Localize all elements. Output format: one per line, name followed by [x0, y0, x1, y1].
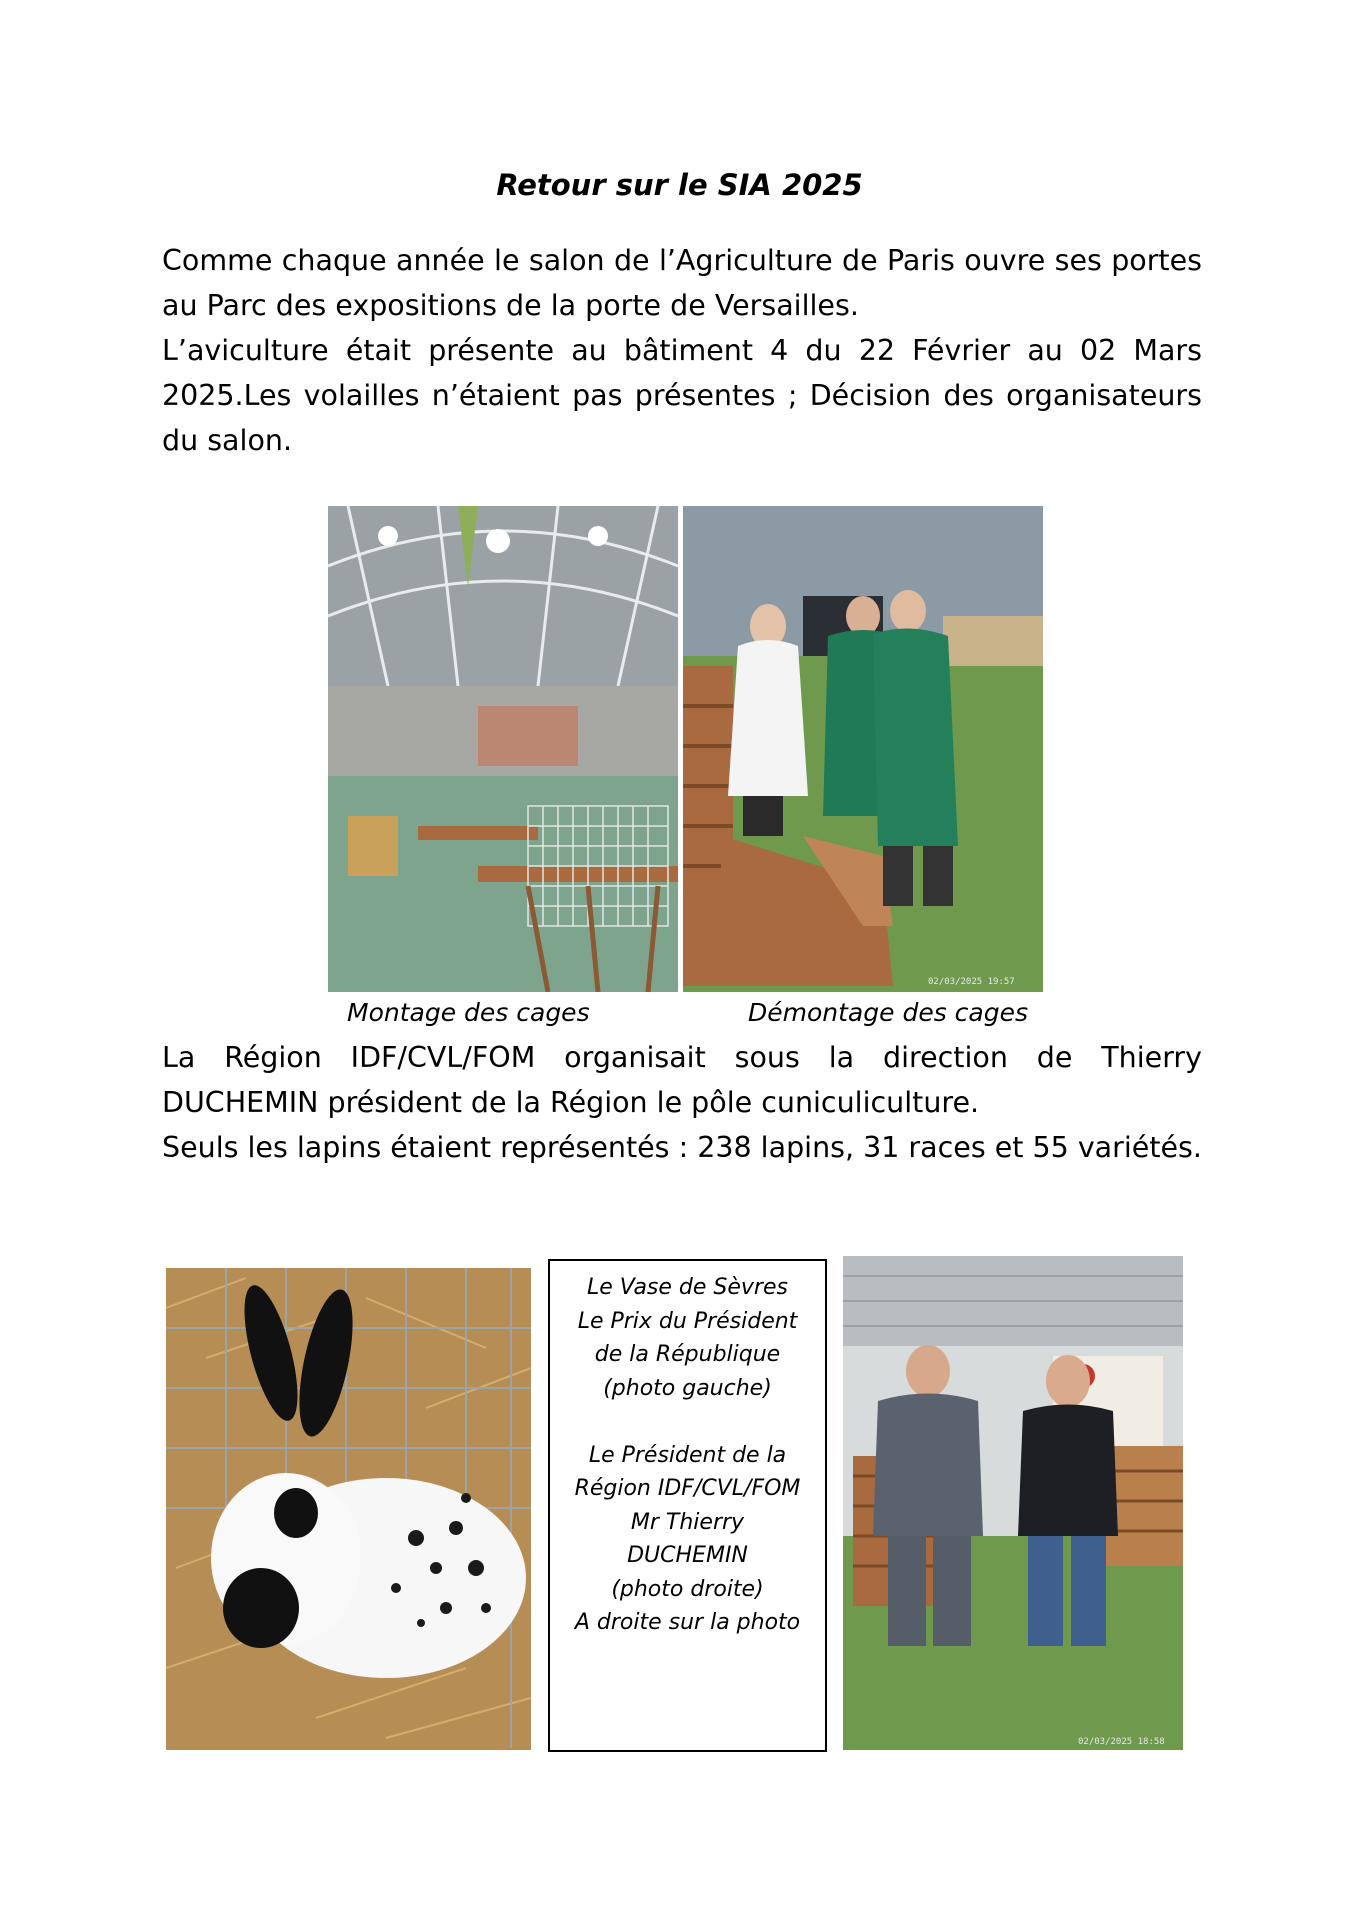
- photo-rabbit: [166, 1268, 531, 1750]
- region-text: [162, 1035, 1202, 1170]
- caption-cage-dismantling: Démontage des cages: [748, 998, 1029, 1027]
- hall-floor: [328, 776, 678, 992]
- photo-cage-assembly: [328, 506, 678, 992]
- prize-info-box: [548, 1259, 827, 1752]
- intro-paragraph-2: L’aviculture était présente au bâtiment 4 du 22 Février au 02 Mars 2025.Les volailles n’étaient pas présentes ; Décision des organisateurs du salon.: [162, 334, 1202, 457]
- prize-info-line: Le Prix du Président: [577, 1308, 798, 1334]
- photo-timestamp: 02/03/2025 18:58: [1078, 1737, 1165, 1747]
- prize-info-line: A droite sur la photo: [574, 1610, 801, 1635]
- region-paragraph-2: Seuls les lapins étaient représentés : 238 lapins, 31 races et 55 variétés.: [162, 1131, 1202, 1164]
- region-paragraph-1: La Région IDF/CVL/FOM organisait sous la direction de Thierry DUCHEMIN président de la Région le pôle cuniculiculture.: [162, 1041, 1202, 1119]
- intro-text: [162, 238, 1202, 463]
- caption-cage-assembly: Montage des cages: [347, 998, 590, 1027]
- prize-info-line: DUCHEMIN: [627, 1543, 748, 1568]
- prize-info-line: (photo gauche): [603, 1375, 772, 1401]
- prize-info-line: Le Vase de Sèvres: [587, 1275, 788, 1300]
- prize-info-line: Le Président de la: [588, 1442, 787, 1468]
- prize-info-line: (photo droite): [611, 1576, 764, 1602]
- page-title: Retour sur le SIA 2025: [496, 168, 863, 202]
- photo-president: [843, 1256, 1183, 1750]
- photo-cage-dismantling: [683, 506, 1043, 992]
- photo-timestamp: 02/03/2025 19:57: [928, 977, 1015, 987]
- intro-paragraph-1: Comme chaque année le salon de l’Agriculture de Paris ouvre ses portes au Parc des expositions de la porte de Versailles.: [162, 244, 1202, 322]
- prize-info-line: Région IDF/CVL/FOM: [574, 1476, 801, 1501]
- prize-info-line: [550, 1405, 825, 1439]
- prize-info-line: Mr Thierry: [630, 1509, 745, 1535]
- prize-info-line: de la République: [594, 1342, 781, 1367]
